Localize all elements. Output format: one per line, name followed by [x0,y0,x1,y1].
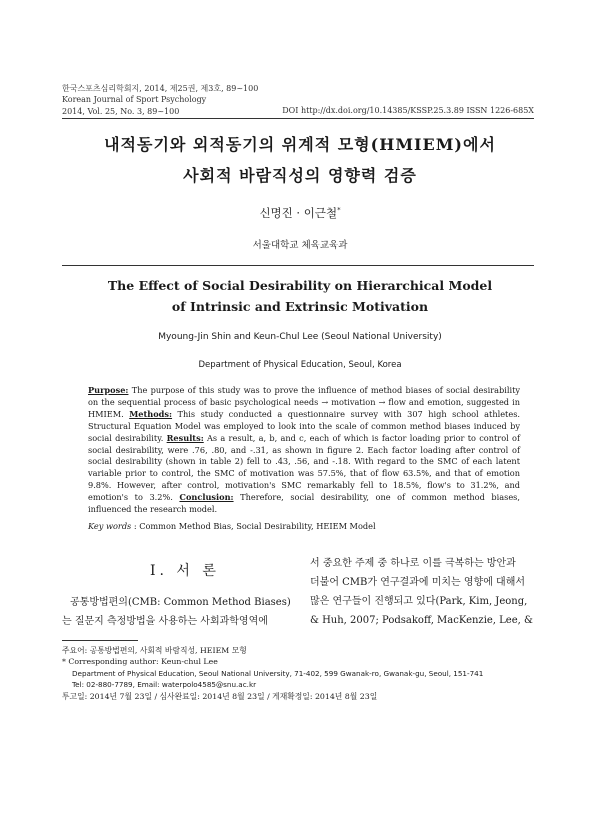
authors-en: Myoung-Jin Shin and Keun-Chul Lee (Seoul National University) [158,332,442,342]
body-line: 서 중요한 주제 중 하나로 이를 극복하는 방안과 [310,558,516,569]
footnote-corresponding: * Corresponding author: Keun-chul Lee [62,657,218,666]
purpose-text: The purpose of this study was to prove the influence of method biases of social desirability on the sequential process of basic psychological needs → motivation → flow and emotion, suggested in HMIEM. [88,385,520,419]
methods-text: This study conducted a questionnaire survey with 307 high school athletes. Structural Equation Model was employed to look into the scale of common method biases induced by social desirability. [88,408,521,443]
title-ko-line2: 사회적 바람직성의 영향력 검증 [183,166,417,185]
body-line: 는 질문지 측정방법을 사용하는 사회과학영역에 [62,616,268,627]
keywords [88,521,376,531]
conclusion-text: Therefore, social desirability, one of common method biases, influenced the research model. [88,492,520,515]
title-en-line1: The Effect of Social Desirability on Hierarchical Model [107,278,493,293]
doi: DOI http://dx.doi.org/10.14385/KSSP.25.3.89 ISSN 1226-685X [282,106,534,115]
conclusion-label: Conclusion: [179,492,234,503]
title-en-line2: of Intrinsic and Extrinsic Motivation [171,299,429,314]
body-line: 더불어 CMB가 연구결과에 미치는 영향에 대해서 [310,577,526,588]
body-line: & Huh, 2007; Podsakoff, MacKenzie, Lee, & [310,615,533,626]
section-heading: I. 서 론 [150,563,220,579]
journal-name-ko: 한국스포츠심리학회지, 2014, 제25권, 제3호, 89~100 [62,84,259,93]
title-ko-line1: 내적동기와 외적동기의 위계적 모형(HMIEM)에서 [104,135,496,154]
footnote-address: Department of Physical Education, Seoul National University, 71-402, 599 Gwanak-ro, Gwanak-gu, Seoul, 151-741 [72,669,484,678]
header-rule [62,118,534,119]
keywords-label: Key words [88,521,132,531]
methods-label: Methods: [129,408,173,419]
body-line: 공통방법편의(CMB: Common Method Biases) [70,597,291,608]
department-en: Department of Physical Education, Seoul, Korea [198,360,402,370]
footnote-keywords: 주요어: 공통방법편의, 사회적 바람직성, HEIEM 모형 [62,646,247,655]
journal-name-en: Korean Journal of Sport Psychology [62,95,207,104]
abstract [88,385,520,516]
purpose-label: Purpose: [88,385,129,395]
results-text: As a result, a, b, and c, each of which is factor loading prior to control of social desirability, were .76, .80, and -.31, as shown in figure 2. Each factor loading after control of social desirability (shown in table 2) fell to .43, .56, and -.18. With regard to the SMC of each latent variable prior to control, the SMC of motivation was 57.5%, that of flow 63.5%, and that of emotion 9.8%. However, after control, motivation's SMC remarkably fell to 18.5%, flow's to 31.2%, and emotion's to 3.2%. [88,432,520,503]
footnote-rule [62,640,138,641]
body-line: 많은 연구들이 진행되고 있다(Park, Kim, Jeong, [310,596,528,607]
body-left-column [62,593,306,631]
keywords-text: : Common Method Bias, Social Desirability, HEIEM Model [131,521,376,531]
title-rule [62,265,534,266]
affiliation-ko: 서울대학교 체육교육과 [252,240,348,251]
journal-volume: 2014, Vol. 25, No. 3, 89~100 [62,107,180,116]
body-right-column [310,554,540,630]
authors-ko: 신명진 · 이근철* [259,206,341,220]
footnote-dates: 투고일: 2014년 7월 23일 / 심사완료일: 2014년 8월 23일 / 게재확정일: 2014년 8월 23일 [62,692,378,701]
results-label: Results: [166,432,204,443]
footnote-contact: Tel: 02-880-7789, Email: waterpolo4585@snu.ac.kr [72,680,257,689]
